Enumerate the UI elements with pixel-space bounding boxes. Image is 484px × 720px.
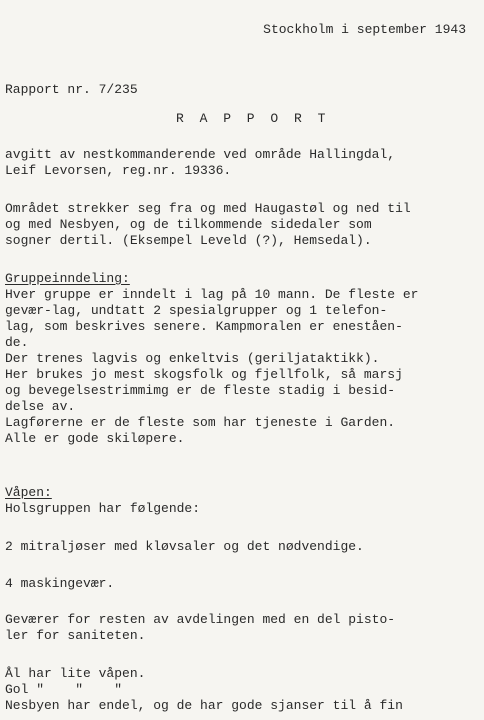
gruppe-line: Hver gruppe er inndelt i lag på 10 mann. De fleste er [5, 287, 419, 302]
gruppe-line: lag, som beskrives senere. Kampmoralen er eneståen- [5, 319, 403, 334]
vapen-item: 2 mitraljøser med kløvsaler og det nødvendige. [5, 539, 364, 554]
area-line: sogner dertil. (Eksempel Leveld (?), Hemsedal). [5, 233, 372, 248]
gruppe-line: gevær-lag, undtatt 2 spesialgrupper og 1 telefon- [5, 303, 388, 318]
vapen-item: ler for saniteten. [5, 628, 146, 643]
vapen-tail-line: Ål har lite våpen. [5, 666, 146, 681]
place-date: Stockholm i september 1943 [263, 22, 466, 37]
document-title: R A P P O R T [176, 111, 330, 126]
report-number: Rapport nr. 7/235 [5, 82, 138, 97]
vapen-tail-line: Nesbyen har endel, og de har gode sjanser til å fin [5, 698, 403, 713]
gruppe-line: Alle er gode skiløpere. [5, 431, 185, 446]
vapen-intro: Holsgruppen har følgende: [5, 501, 201, 516]
gruppe-line: Lagførerne er de fleste som har tjeneste i Garden. [5, 415, 396, 430]
vapen-tail-line: Gol " " " [5, 682, 123, 697]
gruppe-line: de. [5, 335, 29, 350]
gruppe-line: Der trenes lagvis og enkeltvis (geriljataktikk). [5, 351, 380, 366]
section-heading-gruppeinndeling: Gruppeinndeling: [5, 271, 130, 286]
gruppe-line: delse av. [5, 399, 76, 414]
gruppe-line: og bevegelsestrimmimg er de fleste stadig i besid- [5, 383, 396, 398]
section-heading-vapen: Våpen: [5, 485, 52, 500]
area-line: Området strekker seg fra og med Haugastøl og ned til [5, 201, 411, 216]
intro-line: Leif Levorsen, reg.nr. 19336. [5, 163, 232, 178]
intro-line: avgitt av nestkommanderende ved område Hallingdal, [5, 147, 396, 162]
vapen-item: 4 maskingevær. [5, 576, 115, 591]
area-line: og med Nesbyen, og de tilkommende sidedaler som [5, 217, 372, 232]
vapen-item: Geværer for resten av avdelingen med en del pisto- [5, 612, 396, 627]
gruppe-line: Her brukes jo mest skogsfolk og fjellfolk, så marsj [5, 367, 403, 382]
